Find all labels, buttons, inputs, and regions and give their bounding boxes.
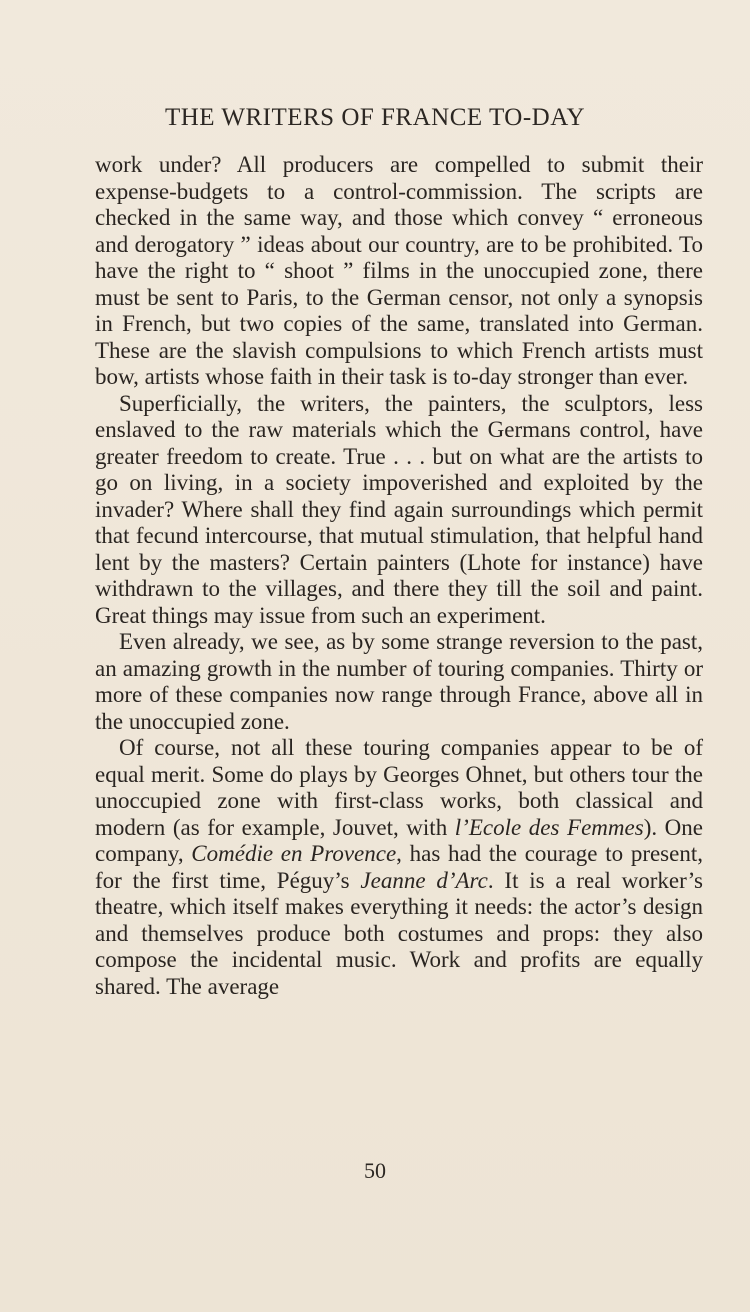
paragraph-4-text-d: . It is a real worker’s theatre, which itself makes everything it needs: the actor’s design and themselves produce both costumes and props: they also compose the incidental music. Work and profits are equally shared. The average (95, 867, 703, 999)
play-title-jeanne: Jeanne d’Arc (360, 867, 488, 893)
paragraph-4-text-c: , has had the courage to present, for the first time, Péguy’s (95, 841, 703, 893)
running-header: THE WRITERS OF FRANCE TO-DAY (164, 104, 586, 131)
paragraph-4-text-a: Of course, not all these touring companies appear to be of equal merit. Some do plays by Georges Ohnet, but others tour the unoccupied zone with first-class works, both classical and modern (as for example, Jouvet, with (95, 735, 703, 840)
paragraph-4 (95, 735, 703, 1000)
page-body (95, 152, 703, 1000)
paragraph-3: Even already, we see, as by some strange reversion to the past, an amazing growth in the number of touring companies. Thirty or more of these companies now range through France, above all in the unoccupied zone. (95, 629, 703, 734)
paragraph-1: work under? All producers are compelled to submit their expense-budgets to a control-commission. The scripts are checked in the same way, and those which convey “ erroneous and derogatory ” ideas about our country, are to be prohibited. To have the right to “ shoot ” films in the unoccupied zone, there must be sent to Paris, to the German censor, not only a synopsis in French, but two copies of the same, translated into German. These are the slavish compulsions to which French artists must bow, artists whose faith in their task is to-day stronger than ever. (95, 152, 703, 389)
page-number: 50 (364, 1158, 386, 1183)
paragraph-2: Superficially, the writers, the painters, the sculptors, less enslaved to the raw materials which the Germans control, have greater freedom to create. True . . . but on what are the artists to go on living, in a society impoverished and exploited by the invader? Where shall they find again surroundings which permit that fecund intercourse, that mutual stimulation, that helpful hand lent by the masters? Certain painters (Lhote for instance) have withdrawn to the villages, and there they till the soil and paint. Great things may issue from such an experiment. (95, 390, 703, 628)
company-name: Comédie en Provence (191, 841, 397, 866)
paragraph-4-text-b: ). One company, (95, 814, 704, 866)
play-title-ecole: l’Ecole des Femmes (454, 814, 644, 840)
